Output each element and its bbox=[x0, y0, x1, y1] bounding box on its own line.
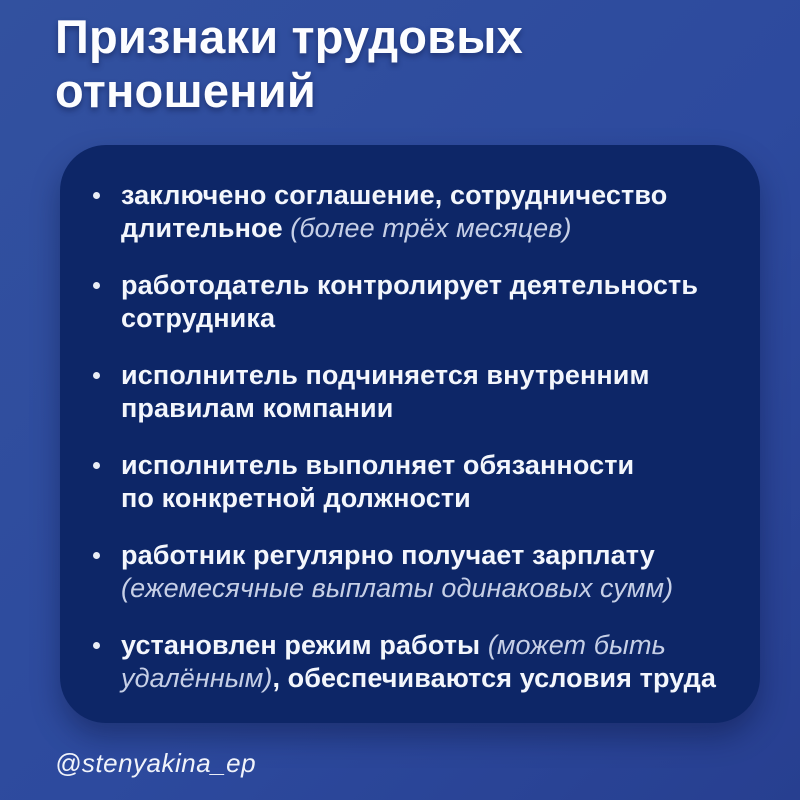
bullet-item bbox=[88, 269, 722, 335]
bullet-item bbox=[88, 179, 722, 245]
bullet-item bbox=[88, 629, 722, 695]
bullet-text bbox=[121, 269, 722, 335]
bullet-text-segment: работник регулярно получает зарплату bbox=[121, 539, 655, 570]
bullet-text bbox=[121, 539, 722, 605]
bullet-list bbox=[88, 179, 722, 695]
title-line-1: Признаки трудовых bbox=[55, 10, 523, 63]
bullet-text-segment: (может быть удалённым) bbox=[121, 629, 666, 693]
bullet-dot-icon bbox=[93, 642, 100, 649]
page-title bbox=[55, 10, 745, 117]
title-line-2: отношений bbox=[55, 63, 316, 117]
bullet-dot-icon bbox=[93, 552, 100, 559]
bullet-dot-icon bbox=[93, 462, 100, 469]
bullet-item bbox=[88, 449, 722, 515]
bullet-text-segment: исполнитель подчиняется внутренним правилам компании bbox=[121, 359, 650, 424]
bullet-text-segment: , обеспечиваются условия труда bbox=[272, 662, 716, 693]
bullet-dot-icon bbox=[93, 192, 100, 199]
bullet-card bbox=[60, 145, 760, 723]
bullet-text bbox=[121, 629, 722, 695]
bullet-text bbox=[121, 179, 722, 245]
bullet-text-segment: установлен режим работы bbox=[121, 629, 488, 660]
bullet-text-segment: по конкретной должности bbox=[121, 482, 471, 513]
bullet-text-segment: работодатель контролирует деятельность сотрудника bbox=[121, 269, 699, 334]
bullet-text-segment: (более трёх месяцев) bbox=[290, 213, 572, 244]
bullet-text-segment: исполнитель выполняет обязанности bbox=[121, 449, 635, 480]
bullet-item bbox=[88, 539, 722, 605]
bullet-text bbox=[121, 449, 634, 515]
bullet-text-segment: (ежемесячные выплаты одинаковых сумм) bbox=[121, 572, 674, 603]
bullet-text-segment: заключено соглашение, сотрудничество длительное bbox=[121, 180, 668, 244]
footer-handle: @stenyakina_ep bbox=[55, 748, 257, 778]
bullet-item bbox=[88, 359, 722, 425]
bullet-dot-icon bbox=[93, 372, 100, 379]
bullet-text bbox=[121, 359, 722, 425]
bullet-dot-icon bbox=[93, 282, 100, 289]
